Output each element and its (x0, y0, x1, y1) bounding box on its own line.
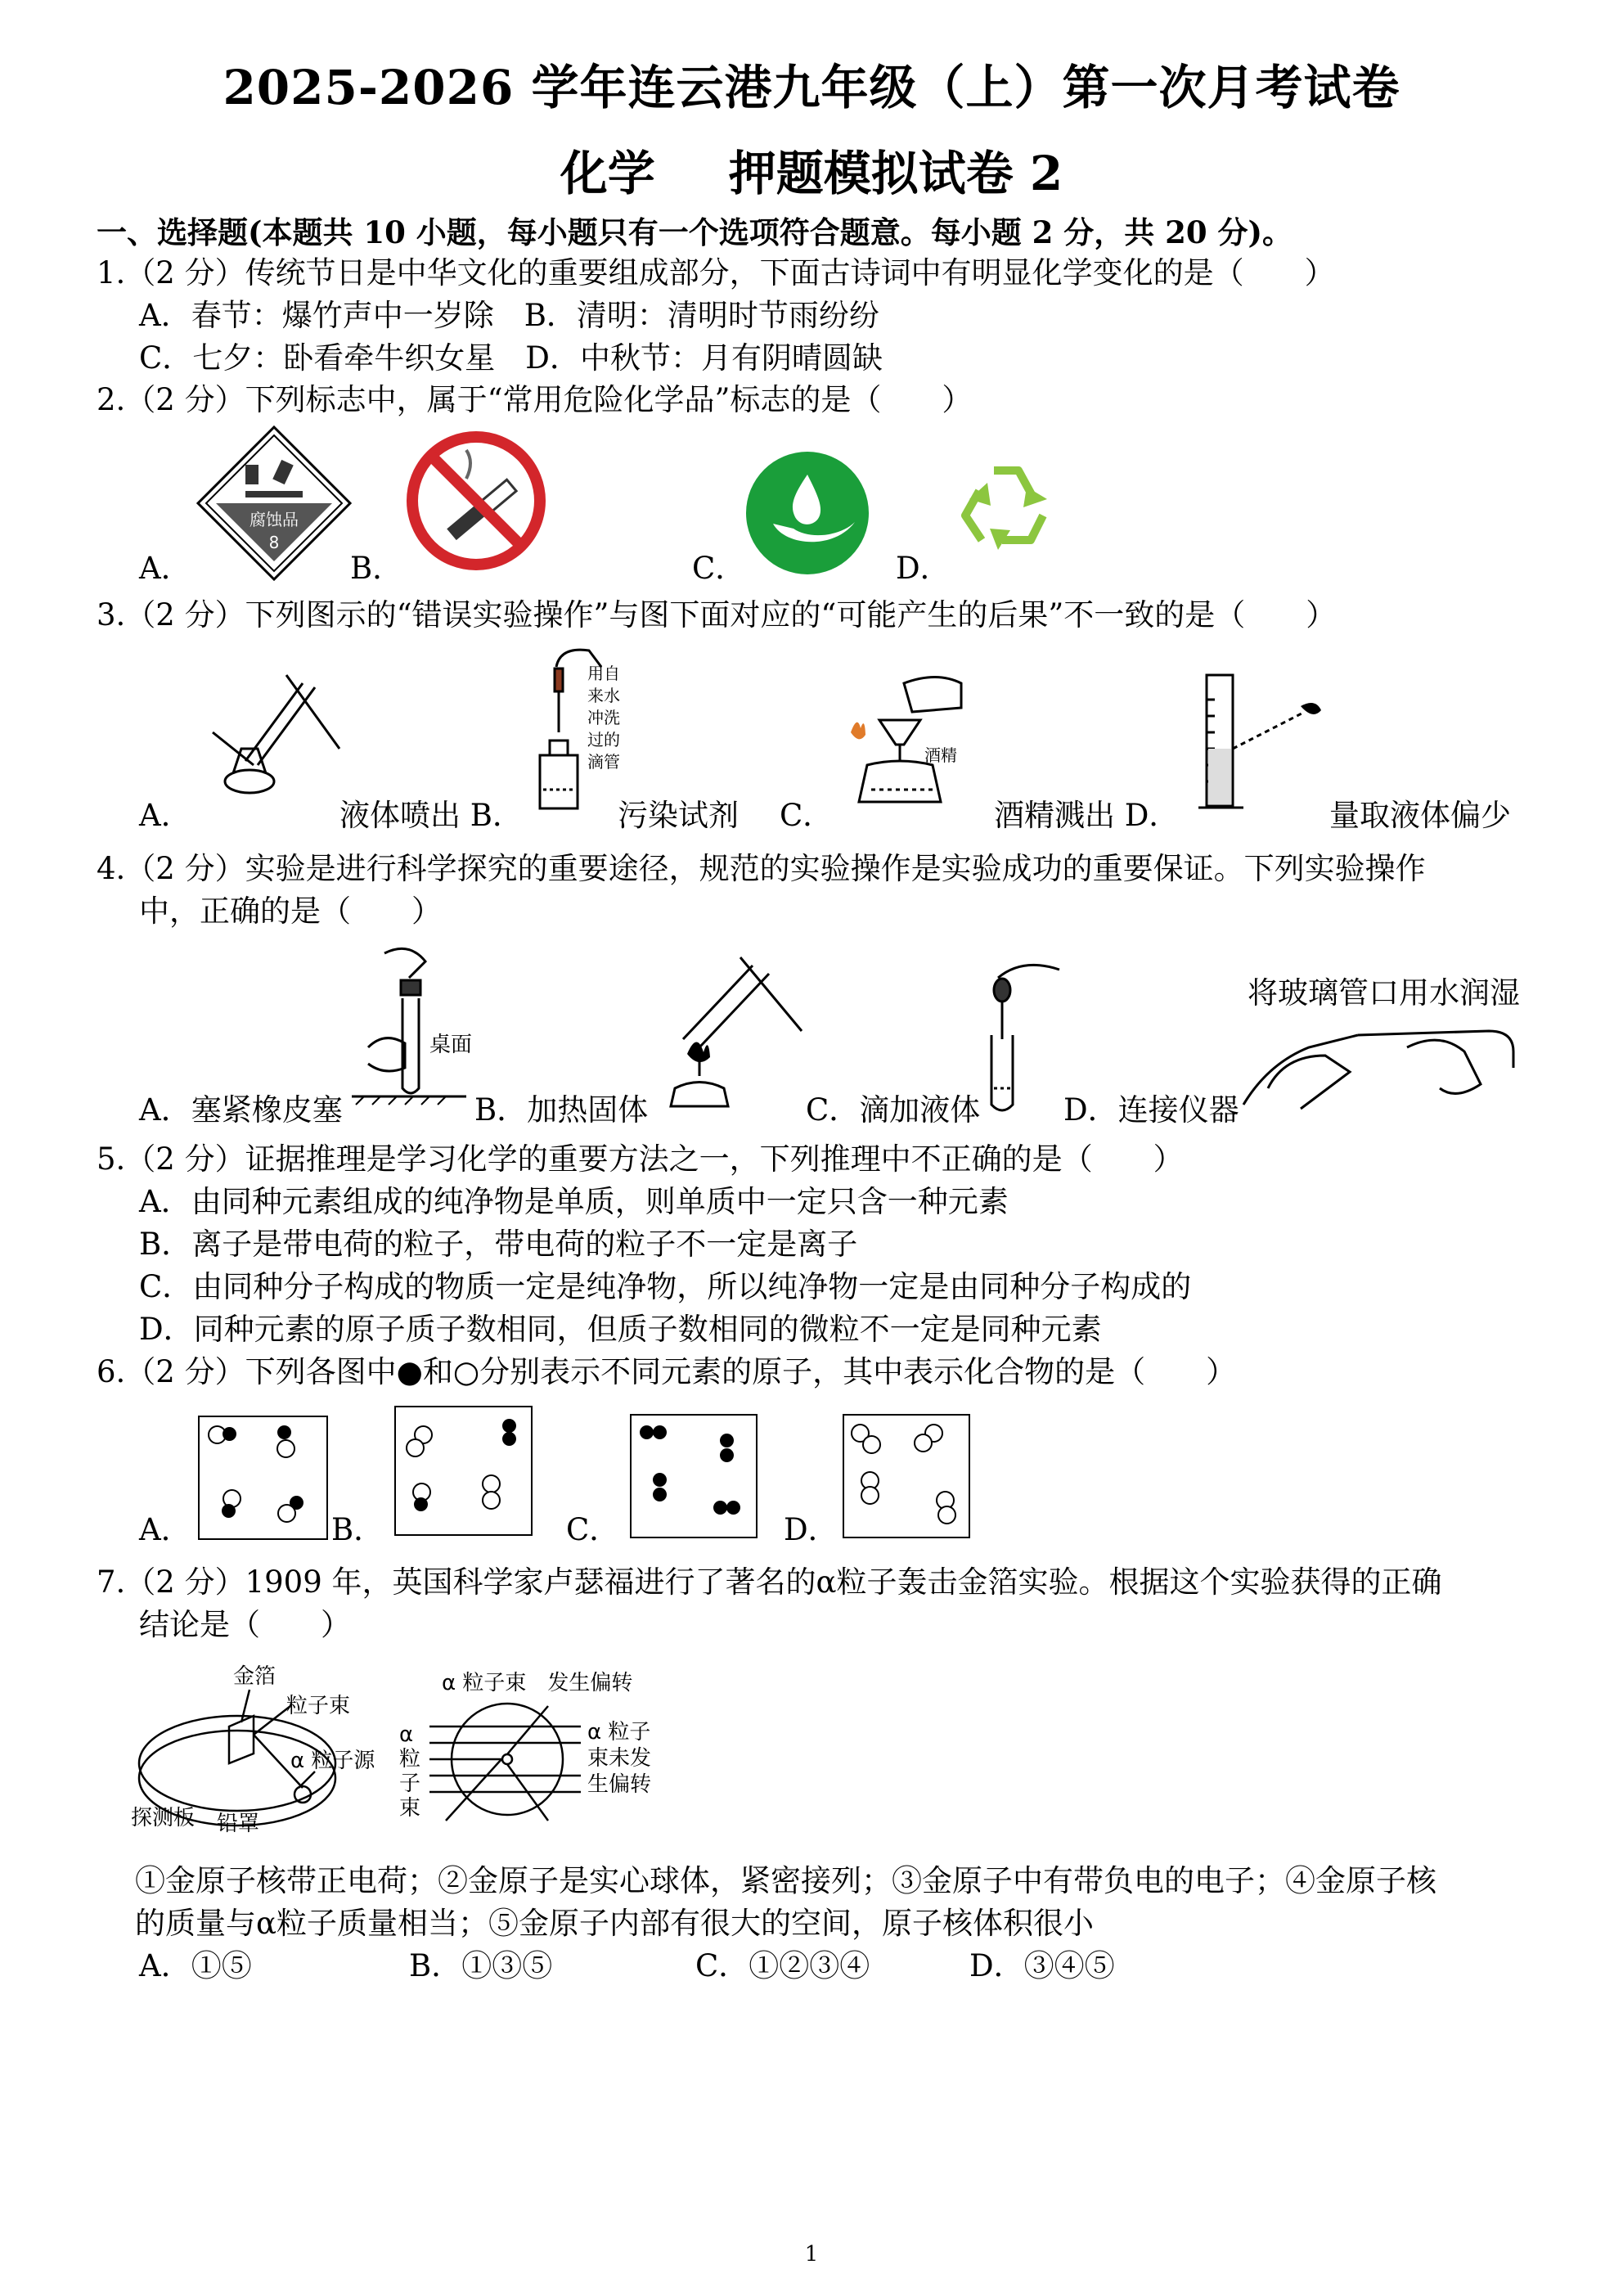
q6-label-c: C． (566, 1512, 620, 1547)
wet-tube-note: 将玻璃管口用水润湿 (1248, 975, 1520, 1011)
corrosive-sign-text: 腐蚀品 (250, 510, 299, 529)
white-atom (276, 1439, 295, 1458)
section-heading: 一、选择题(本题共 10 小题，每小题只有一个选项符合题意。每小题 2 分，共 20 分)。 (97, 214, 1293, 250)
diagram-left-2: 粒 (399, 1747, 421, 1772)
white-atom (406, 1438, 425, 1457)
white-atom (277, 1504, 296, 1523)
lead-label: 铅罩 (217, 1812, 260, 1833)
corrosive-sign-icon (196, 425, 352, 581)
black-atom (726, 1501, 740, 1515)
question-4-stem-line2: 中，正确的是（ ） (139, 894, 442, 929)
q7-option-b: B．①③⑤ (409, 1948, 553, 1983)
no-smoking-sign-icon (405, 430, 548, 573)
question-2-stem: 2.（2 分）下列标志中，属于“常用危险化学品”标志的是（ ） (97, 382, 973, 417)
q7-option-d: D．③④⑤ (969, 1948, 1115, 1983)
q3-result-a: 液体喷出 B． (339, 798, 523, 833)
question-3-stem: 3.（2 分）下列图示的“错误实验操作”与图下面对应的“可能产生的后果”不一致的是（ ） (97, 597, 1337, 633)
q3-result-d: 量取液体偏少 (1329, 798, 1511, 833)
page-subtitle (0, 135, 1623, 204)
heating-solid-figure (642, 949, 806, 1113)
dropper-bottle-figure (532, 642, 638, 814)
question-5-option-c: C．由同种分子构成的物质一定是纯净物，所以纯净物一定是由同种分子构成的 (139, 1269, 1192, 1304)
diagram-top-label: α 粒子束 发生偏转 (442, 1671, 633, 1695)
dropper-note-1: 用自 (587, 664, 620, 683)
alcohol-label: 酒精 (924, 745, 957, 765)
question-1-options-cd: C．七夕：卧看牵牛织女星 D．中秋节：月有阴晴圆缺 (139, 340, 883, 376)
water-saving-sign-icon (744, 450, 871, 577)
white-atom (482, 1491, 501, 1510)
particle-box-c (630, 1414, 758, 1538)
diagram-right-2: 束未发 (587, 1746, 652, 1771)
particle-box-a (198, 1416, 328, 1540)
black-atom (502, 1419, 516, 1433)
dropper-note-5: 滴管 (587, 752, 620, 772)
source-label: α 粒子源 (290, 1749, 375, 1773)
measuring-cylinder-figure (1186, 667, 1333, 818)
q2-label-a: A． (139, 551, 191, 586)
q7-option-a: A．①⑤ (139, 1948, 252, 1983)
beam-label: 粒子束 (286, 1694, 351, 1718)
detector-label: 探测板 (131, 1806, 196, 1830)
q4-option-b: B．加热固体 (474, 1092, 649, 1128)
question-7-stem-line2: 结论是（ ） (139, 1607, 351, 1642)
subject-label: 化学 (560, 146, 655, 201)
diagram-right-3: 生偏转 (587, 1772, 652, 1797)
dropper-note-3: 冲洗 (587, 708, 620, 727)
question-7-stem-line1: 7.（2 分）1909 年，英国科学家卢瑟福进行了著名的α粒子轰击金箔实验。根据这个实验获得的正确 (97, 1564, 1442, 1600)
corrosive-sign-number: 8 (268, 533, 280, 552)
black-atom (653, 1473, 667, 1487)
black-atom (720, 1448, 734, 1462)
black-atom (653, 1425, 667, 1439)
question-5-stem: 5.（2 分）证据推理是学习化学的重要方法之一，下列推理中不正确的是（ ） (97, 1141, 1184, 1177)
alpha-scattering-diagram (384, 1669, 663, 1833)
diagram-left-4: 束 (399, 1796, 421, 1821)
question-5-option-d: D．同种元素的原子质子数相同，但质子数相同的微粒不一定是同种元素 (139, 1312, 1102, 1347)
q6-label-a: A． (139, 1512, 191, 1547)
heating-liquid-tube-figure (196, 651, 352, 806)
question-5-option-a: A．由同种元素组成的纯净物是单质，则单质中一定只含一种元素 (139, 1184, 1009, 1219)
q3-result-b: 污染试剂 (618, 798, 739, 833)
black-atom (653, 1488, 667, 1501)
q3-label-c: C． (780, 798, 834, 833)
particle-box-b (394, 1406, 533, 1536)
diagram-right-1: α 粒子 (587, 1720, 651, 1745)
desk-label: 桌面 (429, 1033, 473, 1057)
diagram-left-3: 子 (399, 1772, 421, 1796)
q2-label-d: D． (896, 551, 951, 586)
q7-option-c: C．①②③④ (695, 1948, 870, 1983)
white-atom (861, 1486, 879, 1505)
white-atom (937, 1506, 956, 1524)
q4-option-a: A．塞紧橡皮塞 (139, 1092, 343, 1128)
page-number: 1 (804, 2242, 819, 2267)
question-7-statement-line2: 的质量与α粒子质量相当；⑤金原子内部有很大的空间，原子核体积很小 (135, 1906, 1094, 1941)
black-atom (640, 1425, 654, 1439)
adding-alcohol-lamp-figure (834, 667, 998, 814)
diagram-left-1: α (399, 1722, 414, 1747)
rutherford-apparatus-figure (131, 1657, 393, 1833)
black-atom (720, 1434, 734, 1447)
question-5-option-b: B．离子是带电荷的粒子，带电荷的粒子不一定是离子 (139, 1227, 858, 1262)
q6-label-d: D． (784, 1512, 838, 1547)
q3-label-a: A． (139, 798, 191, 833)
stopper-tube-figure (352, 941, 491, 1109)
particle-box-d (843, 1414, 970, 1538)
page-title: 2025-2026 学年连云港九年级（上）第一次月考试卷 (223, 60, 1400, 115)
foil-label: 金箔 (233, 1664, 276, 1689)
q2-label-b: B． (350, 551, 403, 586)
black-atom (713, 1501, 727, 1515)
connecting-tube-figure (1235, 1015, 1522, 1121)
question-7-statement-line1: ①金原子核带正电荷；②金原子是实心球体，紧密接列；③金原子中有带负电的电子；④金原子核 (135, 1863, 1436, 1898)
q4-option-c: C．滴加液体 (806, 1092, 981, 1128)
dropper-note-4: 过的 (587, 730, 620, 750)
q2-label-c: C． (692, 551, 746, 586)
white-atom (862, 1435, 881, 1454)
paper-label: 押题模拟试卷 2 (728, 146, 1063, 201)
q3-result-c: 酒精溅出 D． (994, 798, 1180, 833)
black-atom (223, 1427, 236, 1441)
q6-label-b: B． (331, 1512, 384, 1547)
recycle-sign-icon (945, 450, 1068, 573)
black-atom (277, 1425, 291, 1439)
question-4-stem-line1: 4.（2 分）实验是进行科学探究的重要途径，规范的实验操作是实验成功的重要保证。下列实验操作 (97, 851, 1426, 886)
black-atom (414, 1497, 428, 1511)
question-1-stem: 1.（2 分）传统节日是中华文化的重要组成部分，下面古诗词中有明显化学变化的是（ ） (97, 255, 1335, 290)
white-atom (914, 1434, 933, 1452)
black-atom (222, 1504, 236, 1518)
question-1-options-ab: A．春节：爆竹声中一岁除 B．清明：清明时节雨纷纷 (139, 298, 879, 333)
q4-option-d: D．连接仪器 (1063, 1092, 1239, 1128)
dropper-note-2: 来水 (587, 686, 620, 705)
black-atom (502, 1432, 516, 1446)
question-6-stem: 6.（2 分）下列各图中●和○分别表示不同元素的原子，其中表示化合物的是（ ） (97, 1354, 1237, 1389)
